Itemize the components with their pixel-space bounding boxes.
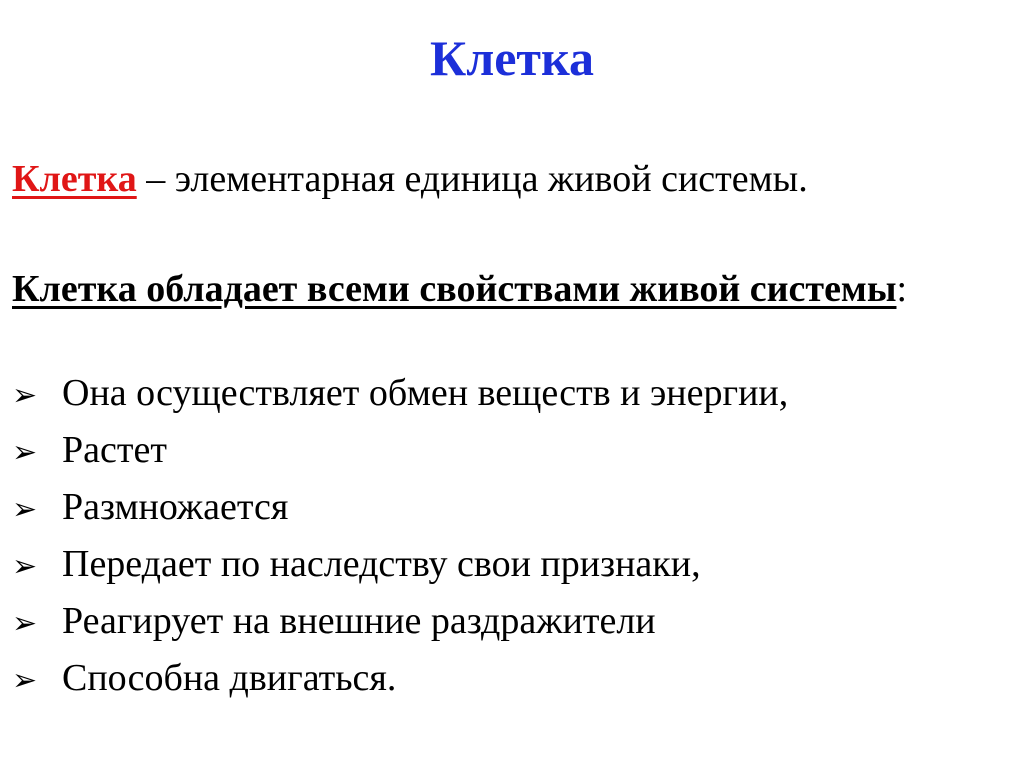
property-text: Растет <box>62 429 167 471</box>
definition-term: Клетка <box>12 158 137 200</box>
property-text: Размножается <box>62 486 289 528</box>
slide-title: Клетка <box>429 30 595 86</box>
property-item <box>12 651 788 708</box>
arrow-bullet-icon: ➢ <box>12 435 38 470</box>
property-item <box>12 537 788 594</box>
property-text: Она осуществляет обмен веществ и энергии, <box>62 372 789 414</box>
property-item <box>12 423 788 480</box>
properties-heading-text: Клетка обладает всеми свойствами живой системы <box>12 268 897 310</box>
properties-list <box>12 366 788 708</box>
arrow-bullet-icon: ➢ <box>12 663 38 698</box>
arrow-bullet-icon: ➢ <box>12 549 38 584</box>
properties-heading <box>12 260 1012 318</box>
definition-text: – элементарная единица живой системы. <box>136 158 808 200</box>
properties-heading-colon: : <box>896 268 908 310</box>
arrow-bullet-icon: ➢ <box>12 606 38 641</box>
property-item <box>12 480 788 537</box>
property-text: Способна двигаться. <box>62 657 397 699</box>
property-item <box>12 594 788 651</box>
arrow-bullet-icon: ➢ <box>12 492 38 527</box>
property-text: Передает по наследству свои признаки, <box>62 543 701 585</box>
arrow-bullet-icon: ➢ <box>12 378 38 413</box>
definition <box>12 150 1012 208</box>
property-text: Реагирует на внешние раздражители <box>62 600 656 642</box>
property-item <box>12 366 788 423</box>
